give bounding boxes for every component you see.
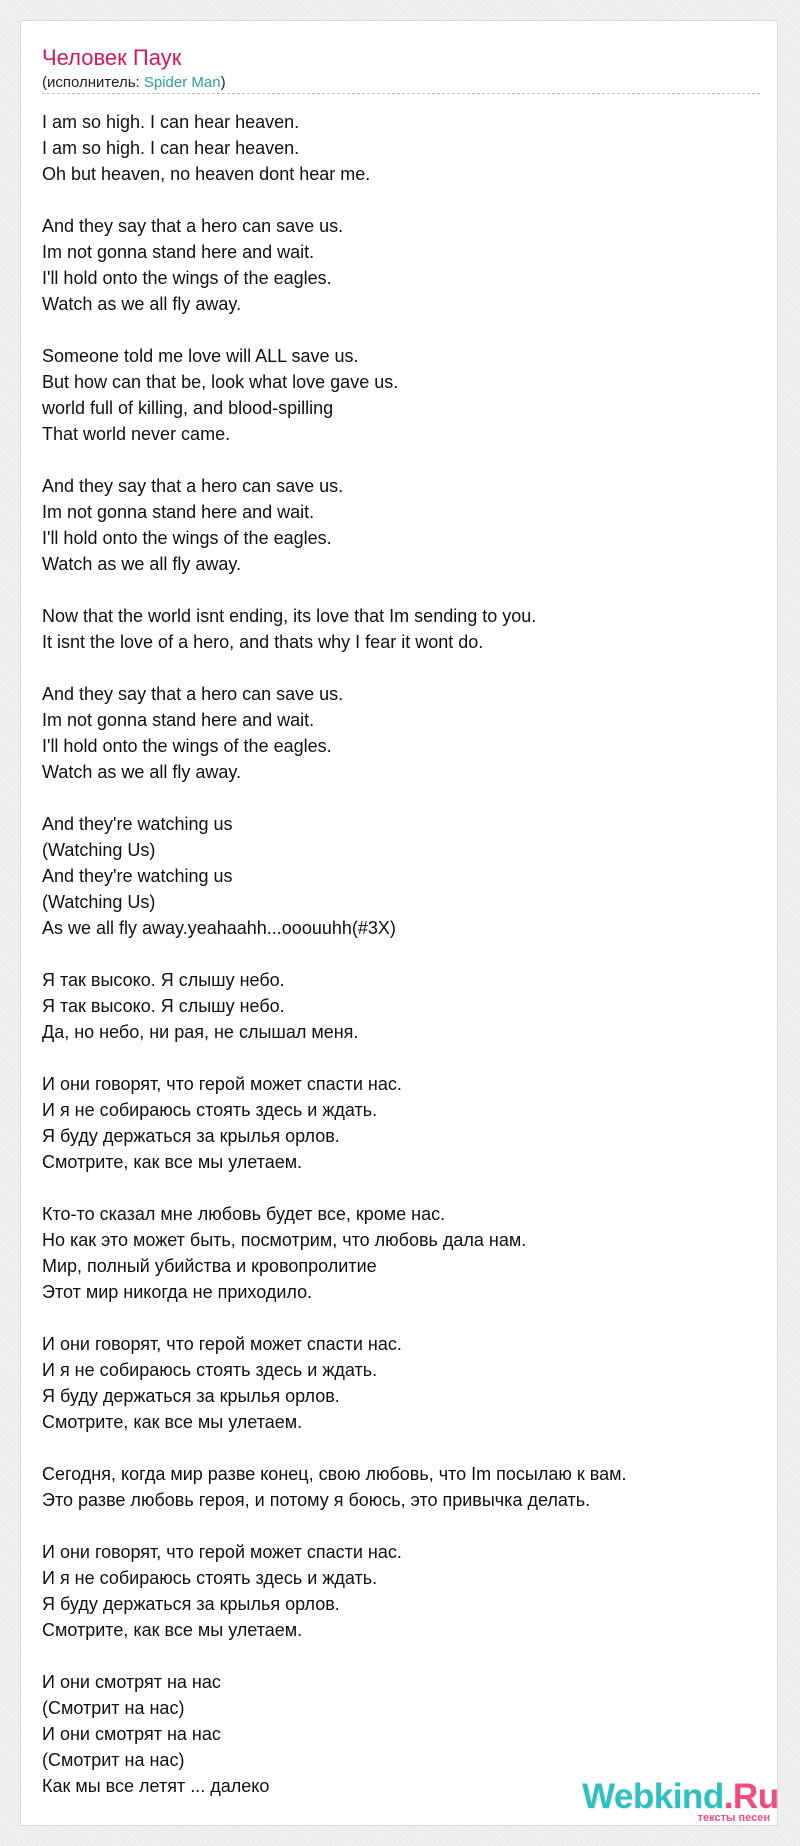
lyric-line: (Watching Us) — [42, 840, 156, 860]
lyric-line: Watch as we all fly away. — [42, 294, 242, 314]
lyric-line: Но как это может быть, посмотрим, что любовь дала нам. — [42, 1230, 527, 1250]
lyric-line: Я буду держаться за крылья орлов. — [42, 1126, 340, 1146]
lyric-line: I am so high. I can hear heaven. — [42, 138, 300, 158]
artist-suffix: ) — [220, 74, 226, 91]
lyric-line: Кто-то сказал мне любовь будет все, кроме нас. — [42, 1204, 446, 1224]
stanza-break — [42, 447, 762, 473]
lyric-line: Как мы все летят ... далеко — [42, 1776, 270, 1796]
lyric-line: И они говорят, что герой может спасти нас. — [42, 1542, 402, 1562]
lyric-line: And they say that a hero can save us. — [42, 684, 344, 704]
lyric-line: Я буду держаться за крылья орлов. — [42, 1594, 340, 1614]
lyric-line: И я не собираюсь стоять здесь и ждать. — [42, 1568, 378, 1588]
stanza-break — [42, 1435, 762, 1461]
lyric-line: I'll hold onto the wings of the eagles. — [42, 528, 332, 548]
lyric-line: And they're watching us — [42, 866, 233, 886]
lyric-line: (Watching Us) — [42, 892, 156, 912]
lyric-line: Someone told me love will ALL save us. — [42, 346, 359, 366]
lyric-line: Смотрите, как все мы улетаем. — [42, 1152, 303, 1172]
stanza-break — [42, 577, 762, 603]
stanza-break — [42, 1643, 762, 1669]
logo-tagline: тексты песен — [697, 1812, 770, 1824]
lyric-line: И я не собираюсь стоять здесь и ждать. — [42, 1360, 378, 1380]
lyric-line: Мир, полный убийства и кровопролитие — [42, 1256, 377, 1276]
stanza-break — [42, 1513, 762, 1539]
lyric-line: I'll hold onto the wings of the eagles. — [42, 268, 332, 288]
lyric-line: That world never came. — [42, 424, 231, 444]
logo-wordmark — [582, 1779, 779, 1814]
lyrics-body — [42, 109, 762, 1799]
lyric-line: And they say that a hero can save us. — [42, 216, 344, 236]
artist-prefix: (исполнитель: — [42, 74, 144, 91]
lyric-line: Im not gonna stand here and wait. — [42, 242, 315, 262]
lyric-line: Now that the world isnt ending, its love that Im sending to you. — [42, 606, 537, 626]
lyric-line: Watch as we all fly away. — [42, 554, 242, 574]
lyric-line: И они смотрят на нас — [42, 1672, 221, 1692]
stanza-break — [42, 187, 762, 213]
lyric-line: And they say that a hero can save us. — [42, 476, 344, 496]
stanza-break — [42, 1305, 762, 1331]
stanza-break — [42, 655, 762, 681]
lyric-line: And they're watching us — [42, 814, 233, 834]
artist-link[interactable]: Spider Man — [143, 74, 221, 91]
lyric-line: Я так высоко. Я слышу небо. — [42, 996, 285, 1016]
logo-word: Webkind — [582, 1777, 724, 1816]
lyric-line: Да, но небо, ни рая, не слышал меня. — [42, 1022, 359, 1042]
lyric-line: Я буду держаться за крылья орлов. — [42, 1386, 340, 1406]
stanza-break — [42, 785, 762, 811]
title-divider — [42, 93, 760, 94]
site-logo[interactable] — [582, 1777, 779, 1824]
lyric-line: Этот мир никогда не приходило. — [42, 1282, 313, 1302]
lyric-line: I am so high. I can hear heaven. — [42, 112, 300, 132]
song-title: Человек Паук — [42, 45, 182, 70]
stanza-break — [42, 1175, 762, 1201]
lyric-line: И они говорят, что герой может спасти нас. — [42, 1334, 402, 1354]
stanza-break — [42, 317, 762, 343]
lyric-line: But how can that be, look what love gave us. — [42, 372, 399, 392]
lyric-line: Im not gonna stand here and wait. — [42, 710, 315, 730]
lyric-line: (Смотрит на нас) — [42, 1750, 185, 1770]
lyric-line: As we all fly away.yeahaahh...ooouuhh(#3X) — [42, 918, 396, 938]
stanza-break — [42, 1045, 762, 1071]
lyrics-card — [20, 20, 778, 1826]
lyric-line: Сегодня, когда мир разве конец, свою любовь, что Im посылаю к вам. — [42, 1464, 627, 1484]
lyric-line: Смотрите, как все мы улетаем. — [42, 1412, 303, 1432]
artist-line — [42, 74, 226, 91]
logo-tld: .Ru — [723, 1777, 779, 1816]
lyric-line: Watch as we all fly away. — [42, 762, 242, 782]
lyric-line: I'll hold onto the wings of the eagles. — [42, 736, 332, 756]
stanza-break — [42, 941, 762, 967]
lyric-line: Я так высоко. Я слышу небо. — [42, 970, 285, 990]
lyric-line: Это разве любовь героя, и потому я боюсь, это привычка делать. — [42, 1490, 591, 1510]
lyric-line: И они смотрят на нас — [42, 1724, 221, 1744]
lyric-line: И они говорят, что герой может спасти нас. — [42, 1074, 402, 1094]
lyric-line: world full of killing, and blood-spilling — [42, 398, 334, 418]
lyric-line: Смотрите, как все мы улетаем. — [42, 1620, 303, 1640]
lyric-line: Im not gonna stand here and wait. — [42, 502, 315, 522]
lyric-line: It isnt the love of a hero, and thats why I fear it wont do. — [42, 632, 484, 652]
lyric-line: Oh but heaven, no heaven dont hear me. — [42, 164, 371, 184]
lyric-line: (Смотрит на нас) — [42, 1698, 185, 1718]
lyric-line: И я не собираюсь стоять здесь и ждать. — [42, 1100, 378, 1120]
